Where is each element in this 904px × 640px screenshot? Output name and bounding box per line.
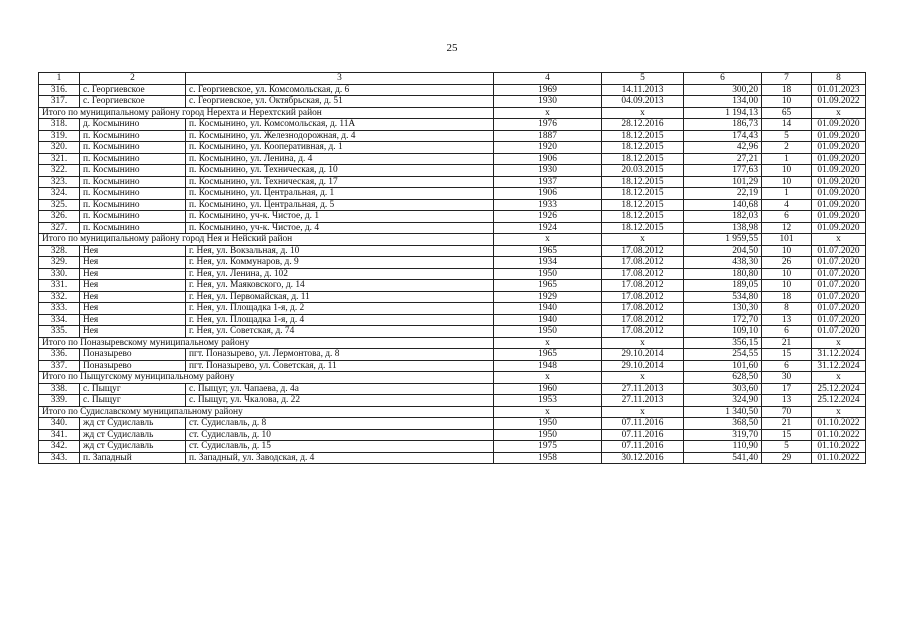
count-cell: 101 (762, 234, 812, 246)
column-header: 6 (684, 73, 762, 85)
address-cell: п. Космынино, ул. Комсомольская, д. 11А (186, 119, 494, 131)
term-date-cell: х (812, 406, 866, 418)
year-cell: 1965 (494, 245, 602, 257)
address-cell: п. Космынино, ул. Центральная, д. 5 (186, 199, 494, 211)
locality-cell: п. Космынино (80, 130, 186, 142)
count-cell: 18 (762, 291, 812, 303)
term-date-cell: 01.07.2020 (812, 280, 866, 292)
area-cell: 182,03 (684, 211, 762, 223)
date-cell: х (602, 234, 684, 246)
year-cell: 1906 (494, 153, 602, 165)
year-cell: 1948 (494, 360, 602, 372)
row-number: 339. (39, 395, 80, 407)
column-header: 8 (812, 73, 866, 85)
date-cell: 18.12.2015 (602, 153, 684, 165)
column-header: 4 (494, 73, 602, 85)
count-cell: 10 (762, 245, 812, 257)
year-cell: 1958 (494, 452, 602, 464)
date-cell: 18.12.2015 (602, 199, 684, 211)
row-number: 336. (39, 349, 80, 361)
address-cell: п. Космынино, ул. Железнодорожная, д. 4 (186, 130, 494, 142)
term-date-cell: 01.07.2020 (812, 303, 866, 315)
term-date-cell: 01.10.2022 (812, 418, 866, 430)
area-cell: 1 194,13 (684, 107, 762, 119)
term-date-cell: 01.10.2022 (812, 429, 866, 441)
page-number: 25 (446, 42, 458, 54)
year-cell: 1940 (494, 314, 602, 326)
term-date-cell: 01.07.2020 (812, 245, 866, 257)
row-number: 316. (39, 84, 80, 96)
area-cell: 319,70 (684, 429, 762, 441)
area-cell: 1 340,50 (684, 406, 762, 418)
area-cell: 101,60 (684, 360, 762, 372)
address-cell: г. Нея, ул. Советская, д. 74 (186, 326, 494, 338)
locality-cell: п. Космынино (80, 165, 186, 177)
area-cell: 22,19 (684, 188, 762, 200)
count-cell: 5 (762, 441, 812, 453)
table-row (39, 360, 866, 372)
column-header: 1 (39, 73, 80, 85)
locality-cell: п. Космынино (80, 176, 186, 188)
year-cell: х (494, 234, 602, 246)
row-number: 318. (39, 119, 80, 131)
count-cell: 8 (762, 303, 812, 315)
address-cell: пгт. Поназырево, ул. Советская, д. 11 (186, 360, 494, 372)
count-cell: 4 (762, 199, 812, 211)
date-cell: 18.12.2015 (602, 176, 684, 188)
year-cell: х (494, 406, 602, 418)
column-header: 7 (762, 73, 812, 85)
area-cell: 134,00 (684, 96, 762, 108)
date-cell: 18.12.2015 (602, 188, 684, 200)
column-header: 2 (80, 73, 186, 85)
year-cell: 1926 (494, 211, 602, 223)
row-number: 321. (39, 153, 80, 165)
term-date-cell: 01.09.2022 (812, 96, 866, 108)
locality-cell: жд ст Судиславль (80, 441, 186, 453)
row-number: 328. (39, 245, 80, 257)
term-date-cell: 25.12.2024 (812, 395, 866, 407)
term-date-cell: х (812, 337, 866, 349)
locality-cell: с. Пыщуг (80, 395, 186, 407)
area-cell: 368,50 (684, 418, 762, 430)
table-row (39, 188, 866, 200)
locality-cell: Нея (80, 245, 186, 257)
address-cell: п. Космынино, уч-к. Чистое, д. 4 (186, 222, 494, 234)
locality-cell: Нея (80, 280, 186, 292)
count-cell: 12 (762, 222, 812, 234)
table-row (39, 130, 866, 142)
table-row (39, 211, 866, 223)
date-cell: 07.11.2016 (602, 429, 684, 441)
area-cell: 42,96 (684, 142, 762, 154)
count-cell: 21 (762, 418, 812, 430)
area-cell: 300,20 (684, 84, 762, 96)
term-date-cell: 01.09.2020 (812, 130, 866, 142)
count-cell: 21 (762, 337, 812, 349)
area-cell: 174,43 (684, 130, 762, 142)
count-cell: 18 (762, 84, 812, 96)
row-number: 334. (39, 314, 80, 326)
housing-registry-table (38, 72, 866, 464)
area-cell: 110,90 (684, 441, 762, 453)
term-date-cell: 31.12.2024 (812, 360, 866, 372)
count-cell: 14 (762, 119, 812, 131)
term-date-cell: 01.09.2020 (812, 211, 866, 223)
year-cell: 1906 (494, 188, 602, 200)
address-cell: с. Георгиевское, ул. Комсомольская, д. 6 (186, 84, 494, 96)
table-row (39, 349, 866, 361)
address-cell: ст. Судиславль, д. 8 (186, 418, 494, 430)
address-cell: пгт. Поназырево, ул. Лермонтова, д. 8 (186, 349, 494, 361)
date-cell: 04.09.2013 (602, 96, 684, 108)
year-cell: 1965 (494, 280, 602, 292)
row-number: 333. (39, 303, 80, 315)
count-cell: 6 (762, 360, 812, 372)
year-cell: 1950 (494, 429, 602, 441)
row-number: 331. (39, 280, 80, 292)
locality-cell: п. Космынино (80, 199, 186, 211)
area-cell: 541,40 (684, 452, 762, 464)
address-cell: п. Космынино, ул. Центральная, д. 1 (186, 188, 494, 200)
year-cell: 1937 (494, 176, 602, 188)
area-cell: 1 959,55 (684, 234, 762, 246)
column-header: 3 (186, 73, 494, 85)
count-cell: 30 (762, 372, 812, 384)
count-cell: 10 (762, 280, 812, 292)
locality-cell: Нея (80, 291, 186, 303)
count-cell: 5 (762, 130, 812, 142)
table-body (39, 84, 866, 464)
year-cell: х (494, 372, 602, 384)
term-date-cell: 01.07.2020 (812, 291, 866, 303)
address-cell: ст. Судиславль, д. 15 (186, 441, 494, 453)
date-cell: х (602, 372, 684, 384)
area-cell: 189,05 (684, 280, 762, 292)
locality-cell: п. Космынино (80, 153, 186, 165)
year-cell: х (494, 107, 602, 119)
table-row (39, 418, 866, 430)
date-cell: 28.12.2016 (602, 119, 684, 131)
year-cell: 1975 (494, 441, 602, 453)
area-cell: 438,30 (684, 257, 762, 269)
year-cell: 1887 (494, 130, 602, 142)
term-date-cell: 01.07.2020 (812, 326, 866, 338)
count-cell: 10 (762, 176, 812, 188)
locality-cell: с. Георгиевское (80, 84, 186, 96)
subtotal-row (39, 337, 866, 349)
date-cell: 14.11.2013 (602, 84, 684, 96)
subtotal-row (39, 234, 866, 246)
locality-cell: Нея (80, 303, 186, 315)
address-cell: п. Западный, ул. Заводская, д. 4 (186, 452, 494, 464)
date-cell: х (602, 337, 684, 349)
subtotal-label: Итого по муниципальному району город Нерехта и Нерехтский район (39, 107, 494, 119)
term-date-cell: 01.09.2020 (812, 119, 866, 131)
locality-cell: п. Космынино (80, 188, 186, 200)
term-date-cell: 01.09.2020 (812, 142, 866, 154)
address-cell: г. Нея, ул. Коммунаров, д. 9 (186, 257, 494, 269)
year-cell: 1960 (494, 383, 602, 395)
locality-cell: с. Георгиевское (80, 96, 186, 108)
area-cell: 27,21 (684, 153, 762, 165)
date-cell: 18.12.2015 (602, 142, 684, 154)
row-number: 341. (39, 429, 80, 441)
address-cell: п. Космынино, ул. Кооперативная, д. 1 (186, 142, 494, 154)
date-cell: х (602, 107, 684, 119)
address-cell: п. Космынино, ул. Техническая, д. 10 (186, 165, 494, 177)
row-number: 326. (39, 211, 80, 223)
count-cell: 13 (762, 314, 812, 326)
date-cell: 17.08.2012 (602, 268, 684, 280)
area-cell: 303,60 (684, 383, 762, 395)
address-cell: п. Космынино, уч-к. Чистое, д. 1 (186, 211, 494, 223)
count-cell: 70 (762, 406, 812, 418)
count-cell: 10 (762, 268, 812, 280)
address-cell: п. Космынино, ул. Ленина, д. 4 (186, 153, 494, 165)
table-row (39, 314, 866, 326)
table-row (39, 222, 866, 234)
count-cell: 65 (762, 107, 812, 119)
term-date-cell: 01.07.2020 (812, 314, 866, 326)
locality-cell: п. Космынино (80, 142, 186, 154)
row-number: 325. (39, 199, 80, 211)
locality-cell: д. Космынино (80, 119, 186, 131)
count-cell: 26 (762, 257, 812, 269)
address-cell: с. Пыщуг, ул. Чапаева, д. 4а (186, 383, 494, 395)
count-cell: 15 (762, 349, 812, 361)
row-number: 327. (39, 222, 80, 234)
date-cell: 30.12.2016 (602, 452, 684, 464)
count-cell: 1 (762, 153, 812, 165)
locality-cell: Поназырево (80, 360, 186, 372)
locality-cell: Поназырево (80, 349, 186, 361)
area-cell: 628,50 (684, 372, 762, 384)
year-cell: 1950 (494, 418, 602, 430)
year-cell: 1929 (494, 291, 602, 303)
year-cell: 1953 (494, 395, 602, 407)
date-cell: 29.10.2014 (602, 349, 684, 361)
table-row (39, 165, 866, 177)
address-cell: с. Пыщуг, ул. Чкалова, д. 22 (186, 395, 494, 407)
table-row (39, 84, 866, 96)
date-cell: 17.08.2012 (602, 245, 684, 257)
area-cell: 130,30 (684, 303, 762, 315)
term-date-cell: 01.09.2020 (812, 199, 866, 211)
locality-cell: п. Космынино (80, 222, 186, 234)
subtotal-label: Итого по муниципальному району город Нея и Нейский район (39, 234, 494, 246)
year-cell: 1933 (494, 199, 602, 211)
date-cell: 18.12.2015 (602, 211, 684, 223)
address-cell: г. Нея, ул. Вокзальная, д. 10 (186, 245, 494, 257)
date-cell: 07.11.2016 (602, 418, 684, 430)
area-cell: 177,63 (684, 165, 762, 177)
year-cell: 1950 (494, 326, 602, 338)
locality-cell: жд ст Судиславль (80, 429, 186, 441)
locality-cell: Нея (80, 314, 186, 326)
table-row (39, 452, 866, 464)
subtotal-row (39, 107, 866, 119)
subtotal-label: Итого по Поназыревскому муниципальному району (39, 337, 494, 349)
area-cell: 140,68 (684, 199, 762, 211)
area-cell: 172,70 (684, 314, 762, 326)
year-cell: 1934 (494, 257, 602, 269)
locality-cell: Нея (80, 257, 186, 269)
column-header: 5 (602, 73, 684, 85)
address-cell: г. Нея, ул. Площадка 1-я, д. 4 (186, 314, 494, 326)
count-cell: 6 (762, 211, 812, 223)
address-cell: с. Георгиевское, ул. Октябрьская, д. 51 (186, 96, 494, 108)
table-row (39, 176, 866, 188)
term-date-cell: 01.01.2023 (812, 84, 866, 96)
address-cell: г. Нея, ул. Ленина, д. 102 (186, 268, 494, 280)
table-row (39, 280, 866, 292)
term-date-cell: х (812, 234, 866, 246)
count-cell: 2 (762, 142, 812, 154)
term-date-cell: 31.12.2024 (812, 349, 866, 361)
date-cell: 29.10.2014 (602, 360, 684, 372)
count-cell: 10 (762, 96, 812, 108)
row-number: 340. (39, 418, 80, 430)
year-cell: 1920 (494, 142, 602, 154)
table-row (39, 429, 866, 441)
row-number: 342. (39, 441, 80, 453)
area-cell: 101,29 (684, 176, 762, 188)
date-cell: 17.08.2012 (602, 257, 684, 269)
row-number: 338. (39, 383, 80, 395)
area-cell: 109,10 (684, 326, 762, 338)
date-cell: х (602, 406, 684, 418)
date-cell: 27.11.2013 (602, 395, 684, 407)
term-date-cell: х (812, 107, 866, 119)
row-number: 330. (39, 268, 80, 280)
table-row (39, 383, 866, 395)
table-row (39, 257, 866, 269)
subtotal-row (39, 372, 866, 384)
count-cell: 10 (762, 165, 812, 177)
term-date-cell: 01.07.2020 (812, 268, 866, 280)
count-cell: 17 (762, 383, 812, 395)
count-cell: 29 (762, 452, 812, 464)
term-date-cell: 01.09.2020 (812, 165, 866, 177)
year-cell: х (494, 337, 602, 349)
address-cell: ст. Судиславль, д. 10 (186, 429, 494, 441)
count-cell: 15 (762, 429, 812, 441)
year-cell: 1969 (494, 84, 602, 96)
subtotal-label: Итого по Пыщугскому муниципальному району (39, 372, 494, 384)
row-number: 332. (39, 291, 80, 303)
row-number: 324. (39, 188, 80, 200)
row-number: 335. (39, 326, 80, 338)
table-row (39, 142, 866, 154)
term-date-cell: 01.07.2020 (812, 257, 866, 269)
table-row (39, 119, 866, 131)
row-number: 337. (39, 360, 80, 372)
row-number: 323. (39, 176, 80, 188)
table-row (39, 303, 866, 315)
row-number: 319. (39, 130, 80, 142)
year-cell: 1930 (494, 96, 602, 108)
date-cell: 07.11.2016 (602, 441, 684, 453)
area-cell: 138,98 (684, 222, 762, 234)
table-row (39, 268, 866, 280)
term-date-cell: 01.10.2022 (812, 441, 866, 453)
term-date-cell: 01.09.2020 (812, 188, 866, 200)
column-number-row (39, 73, 866, 85)
row-number: 320. (39, 142, 80, 154)
table-row (39, 441, 866, 453)
area-cell: 324,90 (684, 395, 762, 407)
year-cell: 1940 (494, 303, 602, 315)
year-cell: 1930 (494, 165, 602, 177)
count-cell: 6 (762, 326, 812, 338)
year-cell: 1976 (494, 119, 602, 131)
date-cell: 27.11.2013 (602, 383, 684, 395)
address-cell: г. Нея, ул. Площадка 1-я, д. 2 (186, 303, 494, 315)
date-cell: 18.12.2015 (602, 130, 684, 142)
table-row (39, 199, 866, 211)
area-cell: 186,73 (684, 119, 762, 131)
area-cell: 254,55 (684, 349, 762, 361)
row-number: 317. (39, 96, 80, 108)
area-cell: 534,80 (684, 291, 762, 303)
term-date-cell: х (812, 372, 866, 384)
term-date-cell: 01.09.2020 (812, 153, 866, 165)
date-cell: 20.03.2015 (602, 165, 684, 177)
table-row (39, 245, 866, 257)
count-cell: 13 (762, 395, 812, 407)
term-date-cell: 01.10.2022 (812, 452, 866, 464)
row-number: 343. (39, 452, 80, 464)
row-number: 322. (39, 165, 80, 177)
term-date-cell: 25.12.2024 (812, 383, 866, 395)
table-row (39, 291, 866, 303)
area-cell: 204,50 (684, 245, 762, 257)
date-cell: 18.12.2015 (602, 222, 684, 234)
table-row (39, 395, 866, 407)
term-date-cell: 01.09.2020 (812, 222, 866, 234)
subtotal-row (39, 406, 866, 418)
date-cell: 17.08.2012 (602, 280, 684, 292)
area-cell: 356,15 (684, 337, 762, 349)
date-cell: 17.08.2012 (602, 326, 684, 338)
locality-cell: п. Космынино (80, 211, 186, 223)
address-cell: г. Нея, ул. Маяковского, д. 14 (186, 280, 494, 292)
locality-cell: с. Пыщуг (80, 383, 186, 395)
area-cell: 180,80 (684, 268, 762, 280)
term-date-cell: 01.09.2020 (812, 176, 866, 188)
date-cell: 17.08.2012 (602, 314, 684, 326)
table-row (39, 153, 866, 165)
table-row (39, 96, 866, 108)
locality-cell: Нея (80, 268, 186, 280)
year-cell: 1965 (494, 349, 602, 361)
row-number: 329. (39, 257, 80, 269)
locality-cell: Нея (80, 326, 186, 338)
year-cell: 1950 (494, 268, 602, 280)
locality-cell: п. Западный (80, 452, 186, 464)
locality-cell: жд ст Судиславль (80, 418, 186, 430)
count-cell: 1 (762, 188, 812, 200)
address-cell: п. Космынино, ул. Техническая, д. 17 (186, 176, 494, 188)
date-cell: 17.08.2012 (602, 291, 684, 303)
table-row (39, 326, 866, 338)
subtotal-label: Итого по Судиславскому муниципальному району (39, 406, 494, 418)
year-cell: 1924 (494, 222, 602, 234)
address-cell: г. Нея, ул. Первомайская, д. 11 (186, 291, 494, 303)
date-cell: 17.08.2012 (602, 303, 684, 315)
